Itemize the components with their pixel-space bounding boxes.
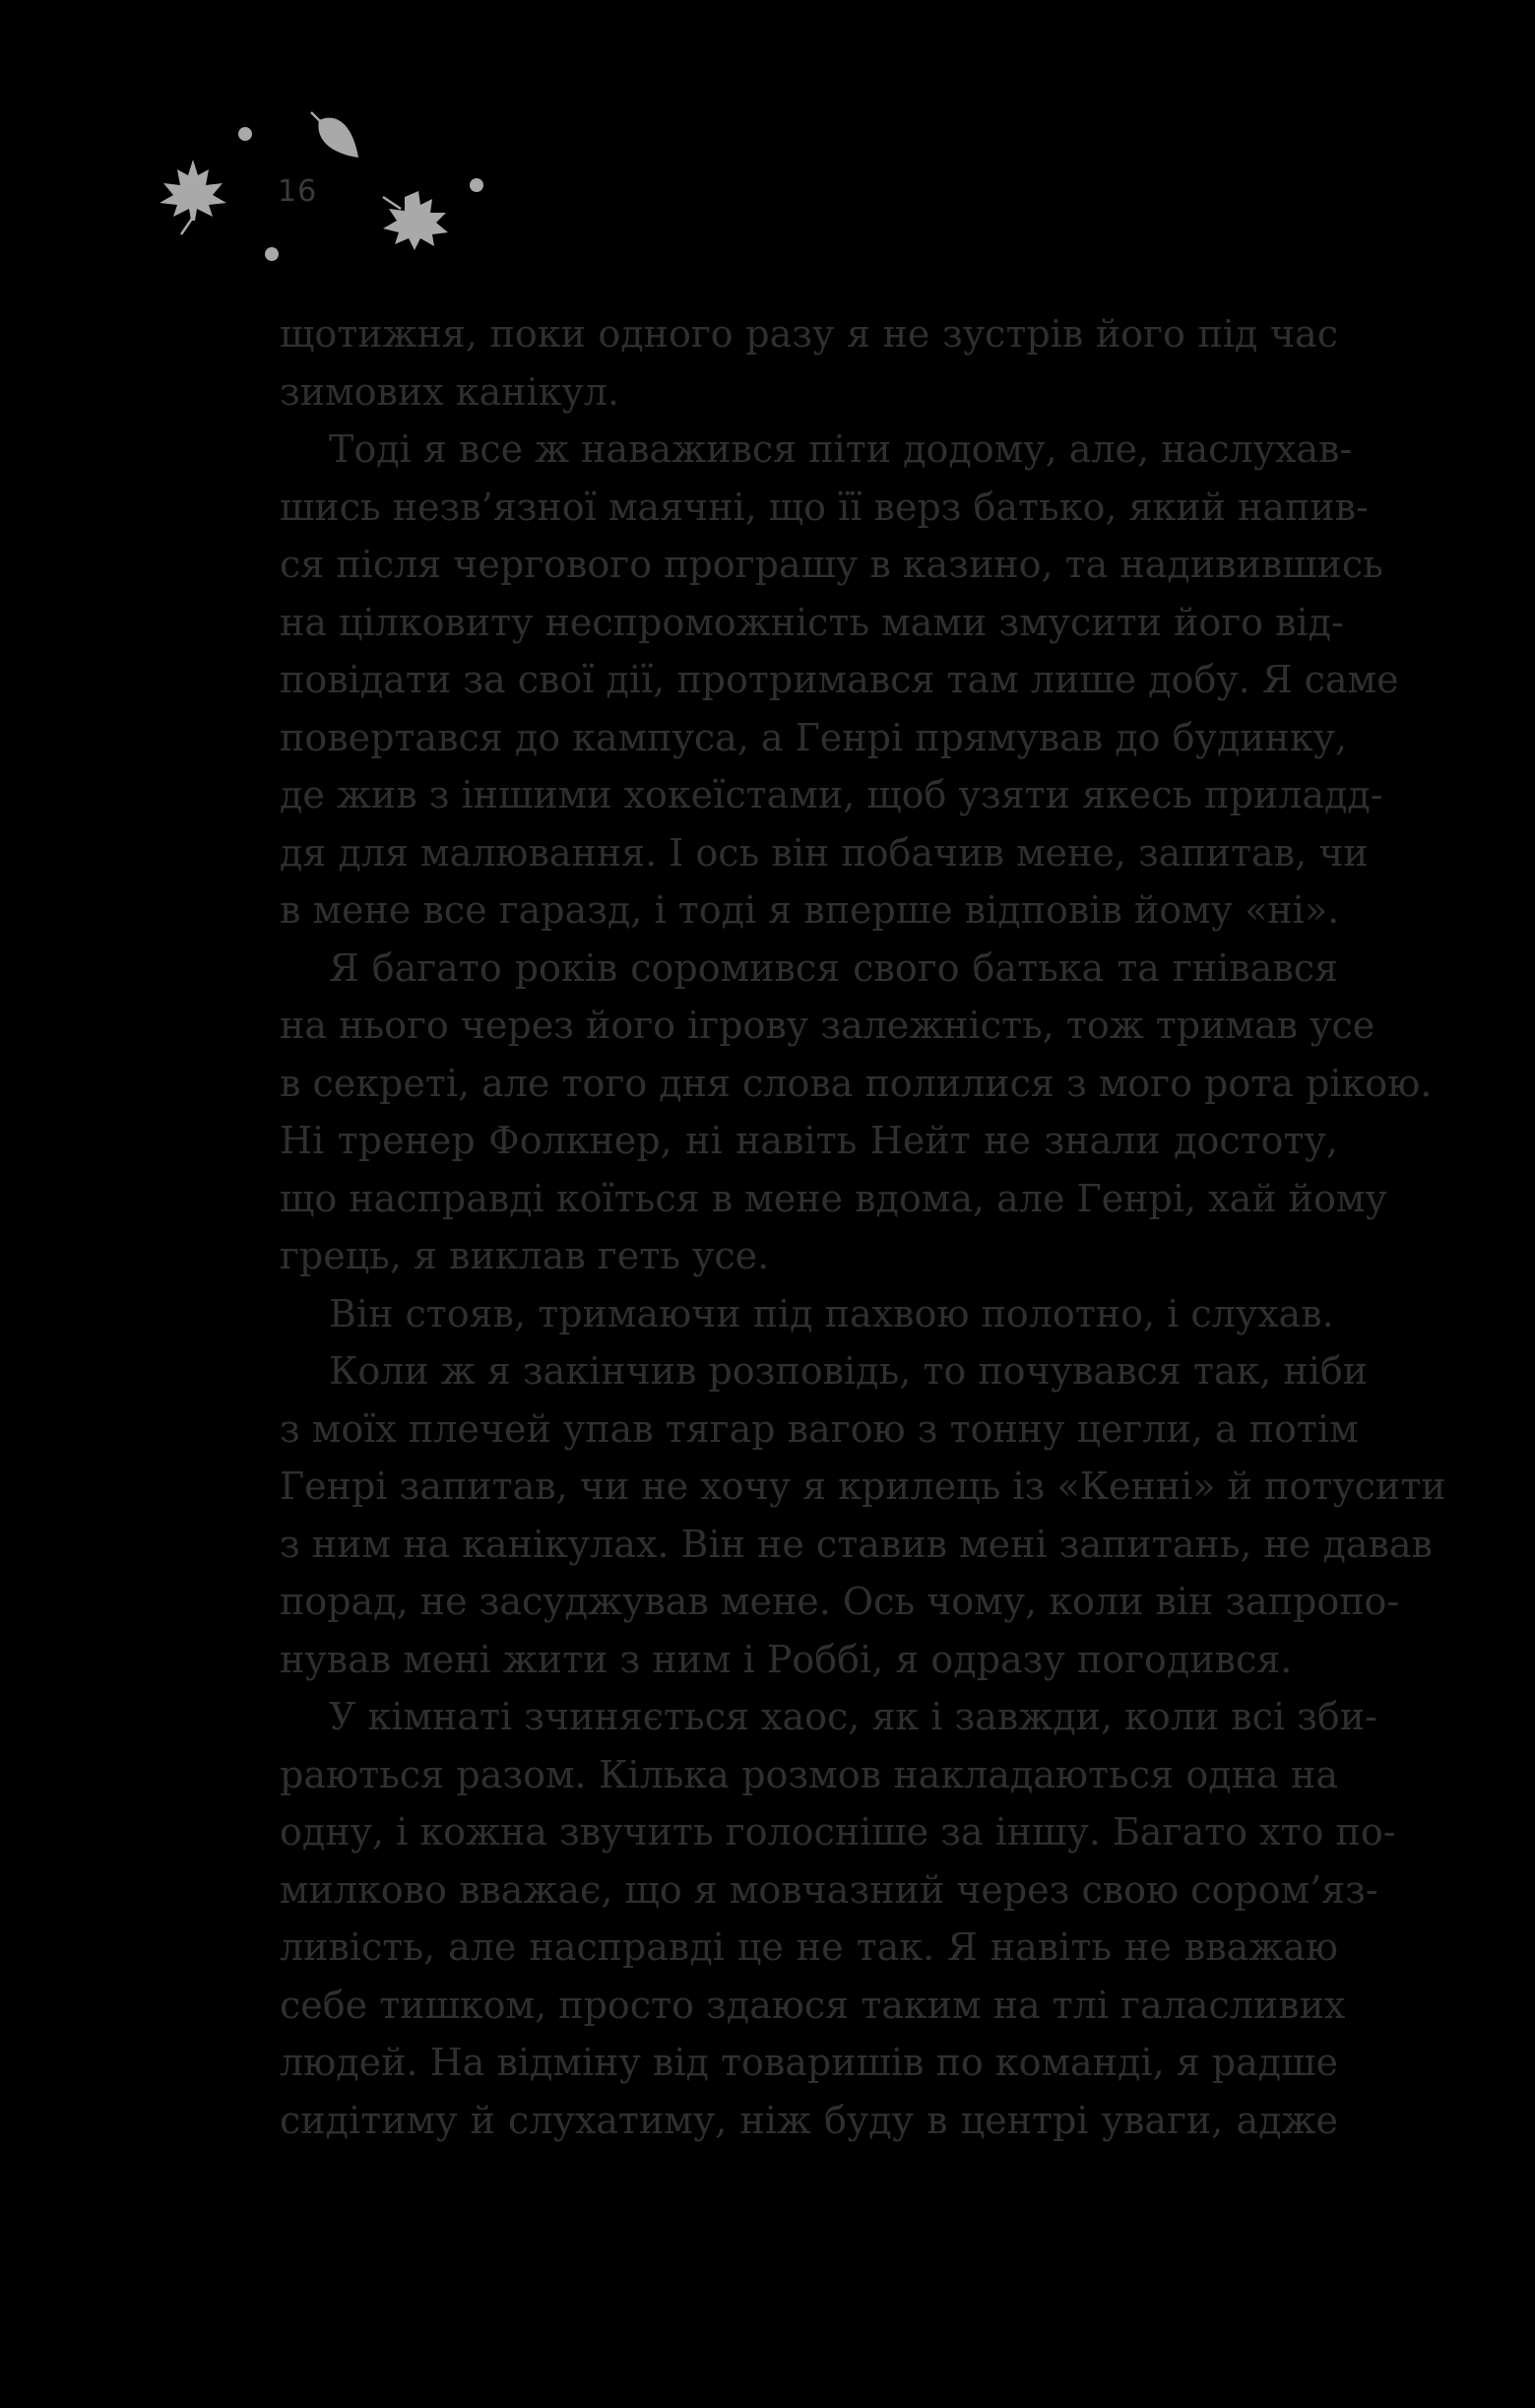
maple-leaf-icon [158, 158, 228, 236]
text-line: зимових канікул. [280, 369, 619, 414]
text-line: з моїх плечей упав тягар вагою з тонну цегли, а потім [280, 1406, 1359, 1451]
text-line: повертався до кампуса, а Генрі прямував до будинку, [280, 715, 1348, 759]
text-line: людей. На відміну від товаришів по команді, я радше [280, 2041, 1338, 2084]
text-line: на цілковиту неспроможність мами змусити його від- [280, 600, 1344, 644]
text-line: милково вважає, що я мовчазний через свою сором’яз- [280, 1867, 1378, 1912]
text-line: Тоді я все ж наважився піти додому, але, наслухав- [329, 427, 1353, 471]
text-line: щотижня, поки одного разу я не зустрів його під час [280, 312, 1338, 356]
text-line: ливість, але насправді це не так. Я навіть не вважаю [280, 1925, 1338, 1969]
text-line: Я багато років соромився свого батька та гнівався [329, 945, 1338, 990]
text-line: себе тишком, просто здаюся таким на тлі галасливих [280, 1983, 1346, 2027]
text-line: дя для малювання. І ось він побачив мене, запитав, чи [280, 830, 1369, 875]
text-line: в мене все гаразд, і тоді я вперше відповів йому «ні». [280, 888, 1340, 932]
text-line: що насправді коїться в мене вдома, але Генрі, хай йому [280, 1176, 1387, 1220]
page-number: 16 [278, 174, 318, 209]
dot-icon [469, 177, 484, 193]
text-line: Він стояв, тримаючи під пахвою полотно, і слухав. [329, 1291, 1334, 1335]
text-line: сидітиму й слухатиму, ніж буду в центрі уваги, адже [280, 2098, 1338, 2142]
text-line: на нього через його ігрову залежність, тож тримав усе [280, 1004, 1375, 1047]
text-line: порад, не засуджував мене. Ось чому, коли він запропо- [280, 1580, 1400, 1623]
text-line: шись незв’язної маячні, що її верз батько, який напив- [280, 485, 1369, 529]
text-line: де жив з іншими хокеїстами, щоб узяти якесь приладд- [280, 773, 1383, 816]
text-line: Ні тренер Фолкнер, ні навіть Нейт не знали достоту, [280, 1119, 1338, 1162]
text-line: грець, я виклав геть усе. [280, 1234, 770, 1277]
text-line: нував мені жити з ним і Роббі, я одразу погодився. [280, 1637, 1293, 1681]
text-line: У кімнаті зчиняється хаос, як і завжди, коли всі зби- [329, 1695, 1377, 1738]
body-text [280, 305, 1446, 2149]
text-line: повідати за свої дії, протримався там лише добу. Я саме [280, 658, 1399, 701]
text-line: раються разом. Кілька розмов накладаються одна на [280, 1752, 1338, 1796]
text-line: в секреті, але того дня слова полилися з мого рота рікою. [280, 1061, 1433, 1105]
text-line: ся після чергового програшу в казино, та надивившись [280, 543, 1383, 586]
dot-icon [237, 126, 253, 142]
birch-leaf-icon [307, 106, 362, 162]
text-line: Генрі запитав, чи не хочу я крилець із «Кенні» й потусити [280, 1464, 1446, 1508]
maple-leaf-icon [379, 189, 450, 256]
text-line: з ним на канікулах. Він не ставив мені запитань, не давав [280, 1522, 1433, 1566]
dot-icon [264, 246, 280, 262]
text-line: Коли ж я закінчив розповідь, то почувався так, ніби [329, 1349, 1369, 1393]
text-line: одну, і кожна звучить голосніше за іншу. Багато хто по- [280, 1810, 1396, 1854]
